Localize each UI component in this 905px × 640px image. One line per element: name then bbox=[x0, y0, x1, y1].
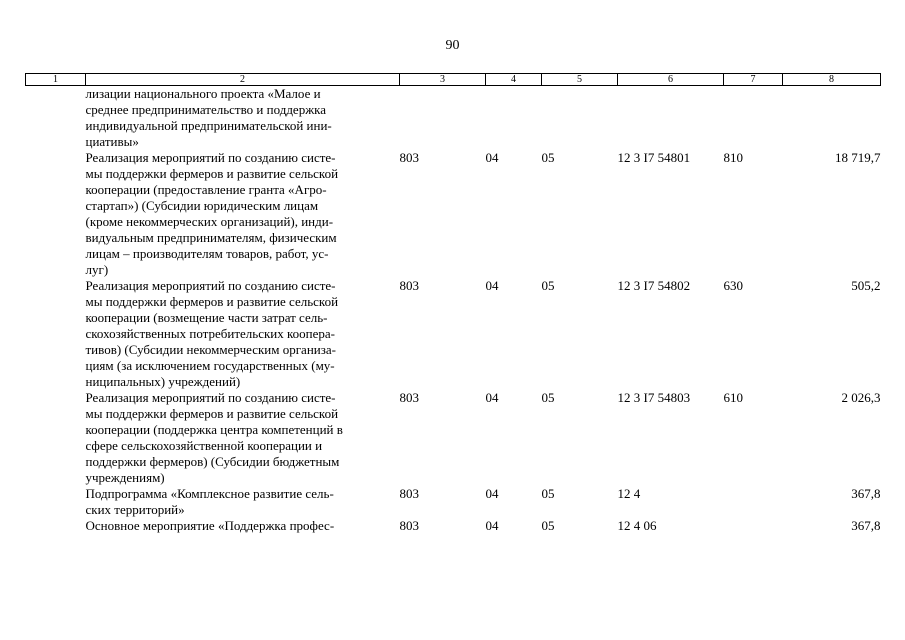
section-code-cell: 04 bbox=[485, 150, 499, 165]
item-name-cell bbox=[86, 518, 400, 534]
target-article-cell: 12 3 I7 54803 bbox=[617, 390, 691, 405]
table-body bbox=[26, 86, 881, 535]
item-name-line: Реализация мероприятий по созданию систе- bbox=[85, 390, 336, 405]
target-article-cell bbox=[618, 86, 724, 151]
amount-cell: 2 026,3 bbox=[841, 390, 881, 405]
expense-type-cell bbox=[724, 86, 783, 151]
amount-cell: 505,2 bbox=[851, 278, 881, 293]
expense-type-cell: 630 bbox=[723, 278, 743, 293]
column-number: 5 bbox=[542, 74, 618, 86]
budget-table bbox=[25, 73, 881, 534]
item-name-line: Основное мероприятие «Поддержка профес- bbox=[85, 518, 335, 533]
ministry-code-cell: 803 bbox=[399, 278, 419, 293]
table-row bbox=[26, 86, 881, 151]
item-name-line: скохозяйственных потребительских коопера- bbox=[85, 326, 335, 341]
item-name-line: (кроме некоммерческих организаций), инди- bbox=[85, 214, 334, 229]
item-name-line: кооперации (возмещение части затрат сель- bbox=[85, 310, 328, 325]
amount-cell: 367,8 bbox=[851, 518, 881, 533]
row-index-cell bbox=[26, 486, 86, 518]
item-name-line: мы поддержки фермеров и развитие сельской bbox=[85, 166, 339, 181]
table-row bbox=[26, 518, 881, 534]
item-name-line: луг) bbox=[85, 262, 109, 277]
row-index-cell bbox=[26, 278, 86, 390]
row-index-cell bbox=[26, 86, 86, 151]
ministry-code-cell: 803 bbox=[399, 518, 419, 533]
item-name-line: Подпрограмма «Комплексное развитие сель- bbox=[85, 486, 334, 501]
item-name-cell bbox=[86, 486, 400, 518]
subsection-code-cell: 05 bbox=[541, 150, 555, 165]
section-code-cell: 04 bbox=[485, 486, 499, 501]
target-article-cell: 12 3 I7 54801 bbox=[617, 150, 691, 165]
item-name-cell bbox=[86, 278, 400, 390]
ministry-code-cell: 803 bbox=[399, 150, 419, 165]
subsection-code-cell: 05 bbox=[541, 278, 555, 293]
ministry-code-cell: 803 bbox=[399, 486, 419, 501]
expense-type-cell: 610 bbox=[723, 390, 743, 405]
item-name-line: Реализация мероприятий по созданию систе- bbox=[85, 278, 336, 293]
item-name-line: среднее предпринимательство и поддержка bbox=[85, 102, 327, 117]
subsection-code-cell: 05 bbox=[541, 518, 555, 533]
column-number: 4 bbox=[486, 74, 542, 86]
item-name-line: мы поддержки фермеров и развитие сельской bbox=[85, 294, 339, 309]
section-code-cell: 04 bbox=[485, 518, 499, 533]
item-name-line: кооперации (поддержка центра компетенций в bbox=[85, 422, 343, 437]
ministry-code-cell bbox=[400, 86, 486, 151]
row-index-cell bbox=[26, 150, 86, 278]
column-number: 1 bbox=[26, 74, 86, 86]
section-code-cell: 04 bbox=[485, 278, 499, 293]
target-article-cell: 12 3 I7 54802 bbox=[617, 278, 691, 293]
item-name-line: лицам – производителям товаров, работ, ус- bbox=[85, 246, 329, 261]
item-name-line: Реализация мероприятий по созданию систе- bbox=[85, 150, 336, 165]
amount-cell: 18 719,7 bbox=[835, 150, 881, 165]
item-name-line: лизации национального проекта «Малое и bbox=[85, 86, 321, 101]
table-row bbox=[26, 278, 881, 390]
amount-cell: 367,8 bbox=[851, 486, 881, 501]
item-name-line: индивидуальной предпринимательской ини- bbox=[85, 118, 332, 133]
row-index-cell bbox=[26, 390, 86, 486]
item-name-line: поддержки фермеров) (Субсидии бюджетным bbox=[85, 454, 340, 469]
item-name-line: циям (за исключением государственных (му- bbox=[85, 358, 335, 373]
item-name-line: стартап») (Субсидии юридическим лицам bbox=[85, 198, 319, 213]
row-index-cell bbox=[26, 518, 86, 534]
expense-type-cell bbox=[724, 518, 783, 534]
expense-type-cell: 810 bbox=[723, 150, 743, 165]
item-name-cell bbox=[86, 86, 400, 151]
amount-cell bbox=[783, 86, 881, 151]
section-code-cell bbox=[486, 86, 542, 151]
ministry-code-cell: 803 bbox=[399, 390, 419, 405]
target-article-cell: 12 4 bbox=[617, 486, 641, 501]
table-row bbox=[26, 486, 881, 518]
column-number: 7 bbox=[724, 74, 783, 86]
item-name-line: циативы» bbox=[85, 134, 139, 149]
target-article-cell: 12 4 06 bbox=[617, 518, 657, 533]
item-name-line: учреждениям) bbox=[85, 470, 165, 485]
page-number: 90 bbox=[445, 38, 460, 53]
column-number: 6 bbox=[618, 74, 724, 86]
subsection-code-cell: 05 bbox=[541, 390, 555, 405]
subsection-code-cell: 05 bbox=[541, 486, 555, 501]
item-name-cell bbox=[86, 390, 400, 486]
item-name-line: тивов) (Субсидии некоммерческим организа- bbox=[85, 342, 336, 357]
expense-type-cell bbox=[724, 486, 783, 518]
item-name-line: ских территорий» bbox=[85, 502, 185, 517]
item-name-line: мы поддержки фермеров и развитие сельской bbox=[85, 406, 339, 421]
column-number: 8 bbox=[783, 74, 881, 86]
table-row bbox=[26, 150, 881, 278]
item-name-cell bbox=[86, 150, 400, 278]
subsection-code-cell bbox=[542, 86, 618, 151]
column-number-row bbox=[26, 74, 881, 86]
item-name-line: ниципальных) учреждений) bbox=[85, 374, 241, 389]
item-name-line: кооперации (предоставление гранта «Агро- bbox=[85, 182, 327, 197]
item-name-line: видуальным предпринимателям, физическим bbox=[85, 230, 337, 245]
column-number: 2 bbox=[86, 74, 400, 86]
section-code-cell: 04 bbox=[485, 390, 499, 405]
column-number: 3 bbox=[400, 74, 486, 86]
table-row bbox=[26, 390, 881, 486]
item-name-line: сфере сельскохозяйственной кооперации и bbox=[85, 438, 323, 453]
